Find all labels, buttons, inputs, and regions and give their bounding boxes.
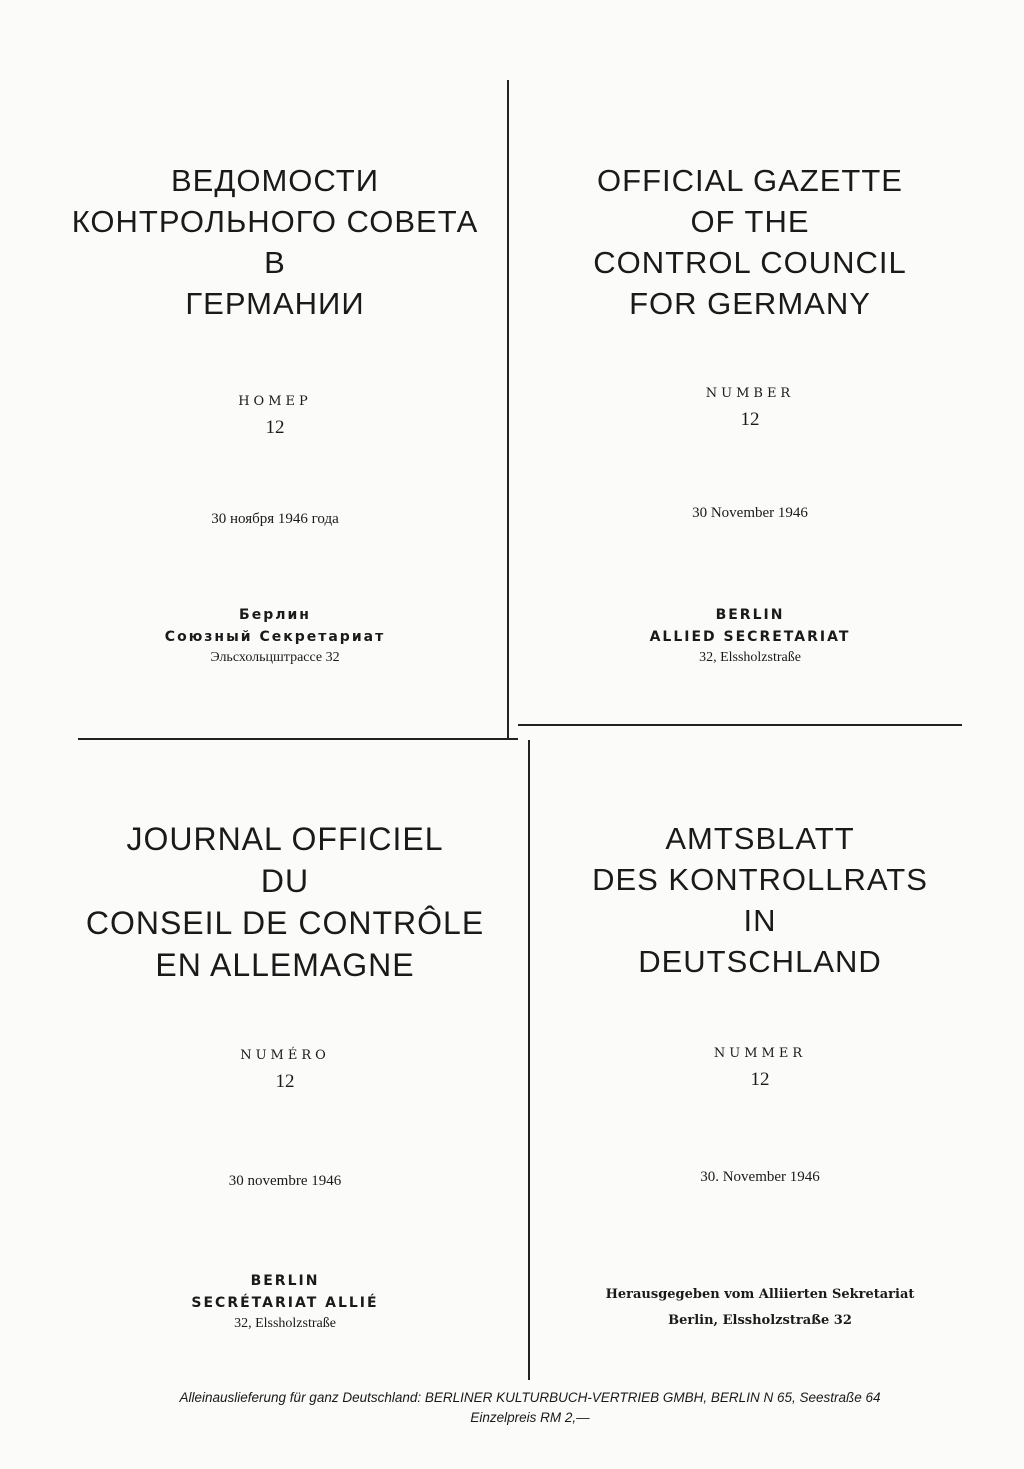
title-line: JOURNAL OFFICIEL [126, 821, 444, 857]
title-line: DES KONTROLLRATS [592, 862, 928, 897]
publisher-name: Союзный Секретариат [164, 629, 386, 645]
title-line: OF THE [690, 204, 810, 239]
issue-date: 30 ноября 1946 года [211, 511, 339, 527]
publisher-line: Herausgegeben vom Alliierten Sekretariat [605, 1287, 915, 1302]
publisher-name: ALLIED SECRETARIAT [649, 629, 851, 645]
english-section [530, 160, 970, 668]
issue-number: 12 [275, 1071, 295, 1092]
publisher-city: Берлин [239, 607, 311, 623]
french-section [60, 818, 510, 1334]
german-title [540, 818, 980, 982]
horizontal-divider-left [78, 738, 518, 740]
german-section [540, 818, 980, 1334]
publisher-address: 32, Elssholzstraße [234, 1316, 336, 1331]
title-line: CONTROL COUNCIL [593, 245, 907, 280]
title-line: IN [743, 903, 777, 938]
title-line: AMTSBLATT [665, 821, 855, 856]
publisher-city: BERLIN [250, 1273, 320, 1289]
title-line: DU [260, 863, 310, 899]
issue-number: 12 [750, 1069, 770, 1090]
horizontal-divider-right [518, 724, 962, 726]
publisher-address: Эльсхольцштрассе 32 [210, 650, 340, 665]
title-line: ГЕРМАНИИ [185, 286, 365, 321]
russian-section [60, 160, 490, 668]
number-label: НОМЕР [238, 394, 312, 409]
issue-number: 12 [265, 417, 285, 438]
issue-date: 30 November 1946 [692, 505, 808, 521]
issue-date: 30 novembre 1946 [228, 1173, 342, 1189]
title-line: DEUTSCHLAND [638, 944, 882, 979]
number-label: NUMÉRO [240, 1048, 330, 1063]
title-line: FOR GERMANY [629, 286, 871, 321]
distribution-note: Alleinauslieferung für ganz Deutschland: BERLINER KULTURBUCH-VERTRIEB GMBH, BERLIN N 65, Seestraße 64 [179, 1390, 881, 1405]
title-line: КОНТРОЛЬНОГО СОВЕТА [71, 204, 479, 239]
issue-date: 30. November 1946 [700, 1169, 820, 1185]
publisher-city: BERLIN [715, 607, 785, 623]
number-label: NUMBER [705, 386, 795, 401]
publisher-address: 32, Elssholzstraße [699, 650, 801, 665]
title-line: EN ALLEMAGNE [155, 947, 415, 983]
number-label: NUMMER [713, 1046, 807, 1061]
publisher-address: Berlin, Elssholzstraße 32 [668, 1313, 852, 1328]
title-line: ВЕДОМОСТИ [171, 163, 379, 198]
publisher-name: SECRÉTARIAT ALLIÉ [191, 1295, 379, 1311]
vertical-divider-top [507, 80, 509, 738]
title-line: В [264, 245, 286, 280]
price-note: Einzelpreis RM 2,— [470, 1410, 590, 1425]
english-title [530, 160, 970, 324]
french-title [60, 818, 510, 986]
vertical-divider-bottom [528, 740, 530, 1380]
distribution-footer [100, 1388, 960, 1428]
title-line: CONSEIL DE CONTRÔLE [85, 905, 485, 941]
russian-title [60, 160, 490, 324]
issue-number: 12 [740, 409, 760, 430]
title-line: OFFICIAL GAZETTE [597, 163, 903, 198]
